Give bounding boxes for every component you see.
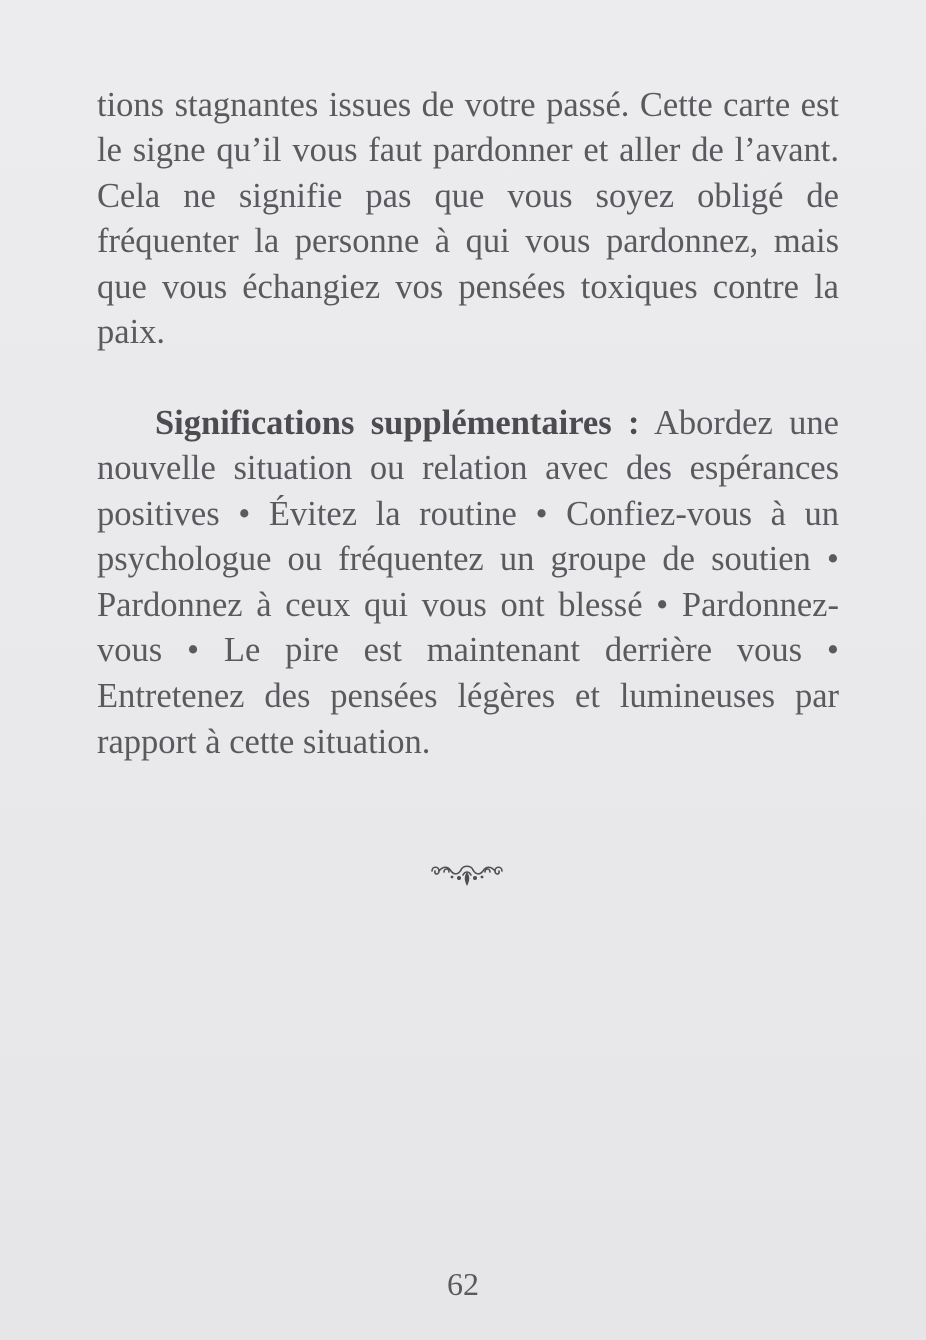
paragraph-additional-meanings <box>97 401 839 766</box>
fleuron-ornament-icon <box>428 858 506 890</box>
paragraph-1-text: tions stagnantes issues de votre passé. Cette carte est le signe qu’il vous faut pardonner et aller de l’avant. Cela ne signifie pas que vous soyez obligé de fréquenter la personne à qui vous pardonnez, mais que vous échangiez vos pensées toxiques contre la paix. <box>97 85 839 352</box>
additional-meanings-heading: Significations supplémentaires : <box>155 403 640 442</box>
paragraph-continuation <box>97 83 839 357</box>
page-number: 62 <box>447 1266 479 1302</box>
additional-meanings-text: Abordez une nouvelle situation ou relation avec des espérances positives • Évitez la routine • Confiez-vous à un psychologue ou fréquentez un groupe de soutien • Pardonnez à ceux qui vous ont blessé • Pardonnez-vous • Le pire est maintenant derrière vous • Entretenez des pensées légères et lumineuses par rapport à cette situation. <box>97 403 839 761</box>
